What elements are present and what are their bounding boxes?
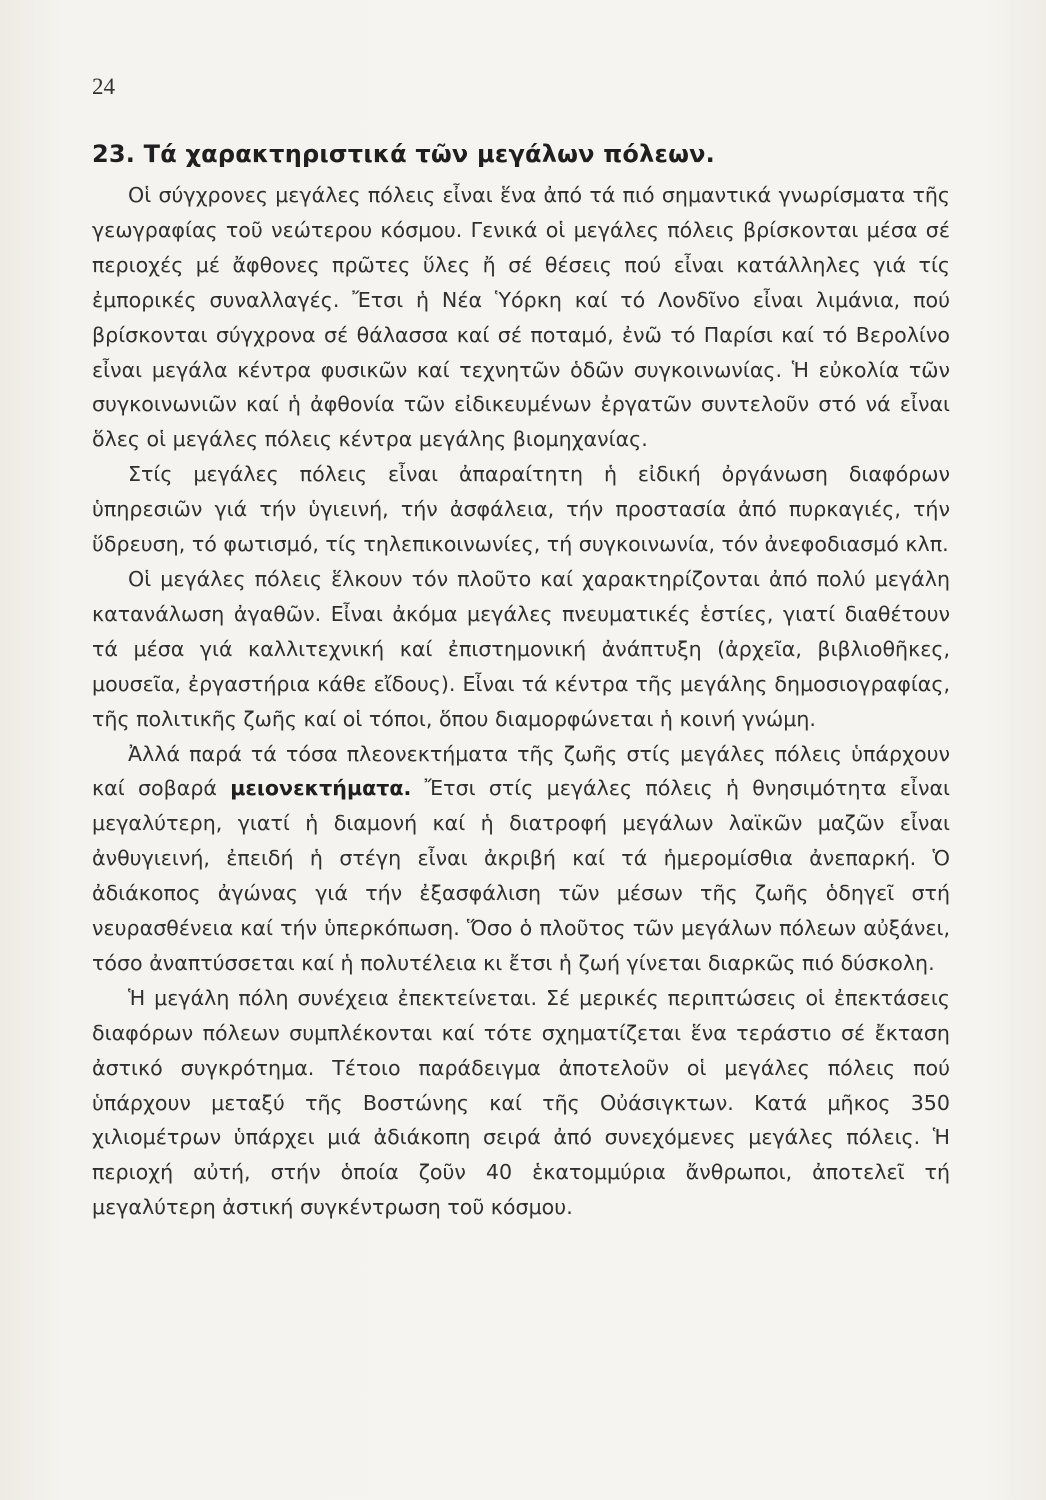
paragraph-1: Οἱ σύγχρονες μεγάλες πόλεις εἶναι ἕνα ἀπό τά πιό σημαντικά γνωρίσματα τῆς γεωγραφίας τοῦ νεώτερου κόσμου. Γενικά οἱ μεγάλες πόλεις βρίσκονται μέσα σέ περιοχές μέ ἄφθονες πρῶτες ὕλες ἤ σέ θέσεις πού εἶναι κατάλληλες γιά τίς ἐμπορικές συναλλαγές. Ἔτσι ἡ Νέα Ὑόρκη καί τό Λονδῖνο εἶναι λιμάνια, πού βρίσκονται σύγχρονα σέ θάλασσα καί σέ ποταμό, ἐνῶ τό Παρίσι καί τό Βερολίνο εἶναι μεγάλα κέντρα φυσικῶν καί τεχνητῶν ὁδῶν συγκοινωνίας. Ἡ εὐκολία τῶν συγκοινωνιῶν καί ἡ ἀφθονία τῶν εἰδικευμένων ἐργατῶν συντελοῦν στό νά εἶναι ὅλες οἱ μεγάλες πόλεις κέντρα μεγάλης βιομηχανίας. xyxy=(92,183,950,452)
paragraph-5: Ἡ μεγάλη πόλη συνέχεια ἐπεκτείνεται. Σέ μερικές περιπτώσεις οἱ ἐπεκτάσεις διαφόρων πόλεων συμπλέκονται καί τότε σχηματίζεται ἕνα τεράστιο σέ ἔκταση ἀστικό συγκρότημα. Τέτοιο παράδειγμα ἀποτελοῦν οἱ μεγάλες πόλεις πού ὑπάρχουν μεταξύ τῆς Βοστώνης καί τῆς Οὐάσιγκτων. Κατά μῆκος 350 χιλιομέτρων ὑπάρχει μιά ἀδιάκοπη σειρά ἀπό συνεχόμενες μεγάλες πόλεις. Ἡ περιοχή αὐτή, στήν ὁποία ζοῦν 40 ἑκατομμύρια ἄνθρωποι, ἀποτελεῖ τή μεγαλύτερη ἀστική συγκέντρωση τοῦ κόσμου. xyxy=(92,985,950,1220)
section-heading: 23. Τά χαρακτηριστικά τῶν μεγάλων πόλεων. xyxy=(92,140,715,168)
paragraph-4-start: Ἀλλά παρά τά τόσα πλεονεκτήματα τῆς ζωῆς στίς μεγάλες πόλεις ὑπάρχουν καί σοβαρά xyxy=(92,741,950,801)
page-number: 24 xyxy=(92,74,115,99)
body-text xyxy=(92,178,950,1225)
paragraph-4 xyxy=(92,737,950,981)
paragraph-3: Οἱ μεγάλες πόλεις ἕλκουν τόν πλοῦτο καί χαρακτηρίζονται ἀπό πολύ μεγάλη κατανάλωση ἀγαθῶν. Εἶναι ἀκόμα μεγάλες πνευματικές ἑστίες, γιατί διαθέτουν τά μέσα γιά καλλιτεχνική καί ἐπιστημονική ἀνάπτυξη (ἀρχεῖα, βιβλιοθῆκες, μουσεῖα, ἐργαστήρια κάθε εἴδους). Εἶναι τά κέντρα τῆς μεγάλης δημοσιογραφίας, τῆς πολιτικῆς ζωῆς καί οἱ τόποι, ὅπου διαμορφώνεται ἡ κοινή γνώμη. xyxy=(92,566,950,731)
paragraph-2: Στίς μεγάλες πόλεις εἶναι ἀπαραίτητη ἡ εἰδική ὀργάνωση διαφόρων ὑπηρεσιῶν γιά τήν ὑγιεινή, τήν ἀσφάλεια, τήν προστασία ἀπό πυρκαγιές, τήν ὕδρευση, τό φωτισμό, τίς τηλεπικοινωνίες, τή συγκοινωνία, τόν ἀνεφοδιασμό κλπ. xyxy=(92,462,950,557)
paragraph-4-bold-term: μειονεκτήματα. xyxy=(230,776,412,801)
paragraph-4-end: Ἔτσι στίς μεγάλες πόλεις ἡ θνησιμότητα εἶναι μεγαλύτερη, γιατί ἡ διαμονή καί ἡ διατροφή μεγάλων λαϊκῶν μαζῶν εἶναι ἀνθυγιεινή, ἐπειδή ἡ στέγη εἶναι ἀκριβή καί τά ἡμερομίσθια ἀνεπαρκή. Ὁ ἀδιάκοπος ἀγώνας γιά τήν ἐξασφάλιση τῶν μέσων τῆς ζωῆς ὁδηγεῖ στή νευρασθένεια καί τήν ὑπερκόπωση. Ὅσο ὁ πλοῦτος τῶν μεγάλων πόλεων αὐξάνει, τόσο ἀναπτύσσεται καί ἡ πολυτέλεια κι ἔτσι ἡ ζωή γίνεται διαρκῶς πιό δύσκολη. xyxy=(92,776,950,975)
